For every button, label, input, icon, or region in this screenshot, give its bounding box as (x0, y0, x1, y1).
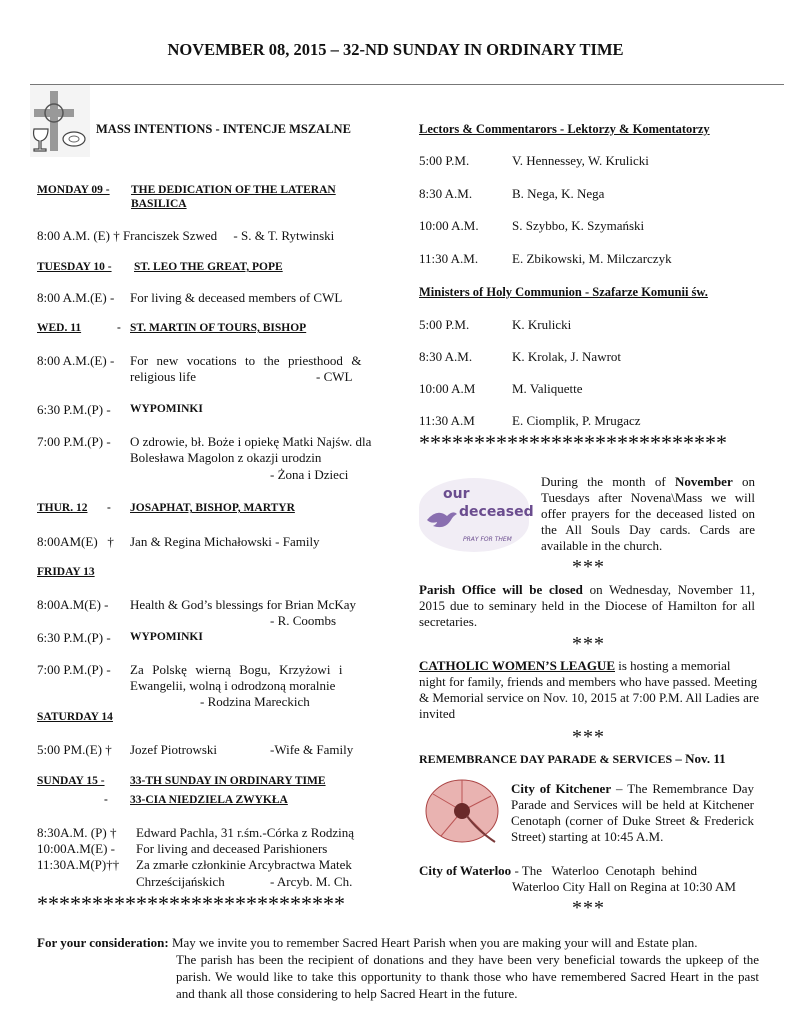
schedule-names: V. Hennessey, W. Krulicki (512, 153, 649, 168)
mass-time: 11:30A.M(P)†† (37, 857, 120, 872)
star-separator: **************************** (419, 430, 727, 455)
schedule-time: 8:30 A.M. (419, 185, 473, 201)
star-separator: **************************** (37, 891, 345, 916)
schedule-names: E. Ciomplik, P. Mrugacz (512, 413, 641, 428)
schedule-time: 5:00 P.M. (419, 153, 470, 168)
mass-requester: - Rodzina Mareckich (200, 694, 310, 709)
waterloo-notice: City of Waterloo - The Waterloo Cenotaph behind (419, 863, 698, 878)
mass-intention: For living and deceased Parishioners (136, 841, 328, 856)
schedule-names: B. Nega, K. Nega (512, 185, 605, 201)
schedule-names: K. Krulicki (512, 317, 572, 332)
mass-time: 8:00AM(E) † (37, 534, 114, 549)
remembrance-heading: REMEMBRANCE DAY PARADE & SERVICES – Nov. 11 (419, 751, 726, 766)
day-label: THUR. 12 (37, 502, 88, 514)
cwl-notice: CATHOLIC WOMEN’S LEAGUE is hosting a memorial night for family, friends and members who have passed. Meeting & Memorial service on Nov. 10, 2015 at 7:00 P.M. All Ladies are invited (419, 658, 759, 721)
day-label: MONDAY 09 - (37, 184, 110, 196)
consideration-paragraph: For your consideration: May we invite you to remember Sacred Heart Parish when you are making your will and Estate plan. The parish has been the recipient of donations and they have been very beneficial towards the upkeep of the parish. We would like to take this opportunity to thank those who have remembered Sacred Heart in the past and thank all those considering to help Sacred Heart in the future. (37, 935, 759, 1001)
mass-intention: religious life (130, 369, 197, 384)
separator: *** (572, 633, 605, 655)
day-dash: - (107, 502, 111, 514)
day-label: FRIDAY 13 (37, 566, 95, 578)
feast-label: ST. LEO THE GREAT, POPE (134, 261, 283, 273)
feast-label: THE DEDICATION OF THE LATERAN (131, 184, 336, 196)
feast-label: JOSAPHAT, BISHOP, MARTYR (130, 502, 295, 514)
schedule-time: 11:30 A.M. (419, 251, 479, 267)
schedule-names: S. Szybbo, K. Szymański (512, 218, 645, 234)
day-label: WED. 11 (37, 322, 82, 334)
schedule-time: 10:00 A.M (419, 381, 476, 396)
mass-intention: Chrześcijańskich (136, 874, 225, 889)
ministers-heading: Ministers of Holy Communion - Szafarze Komunii św. (419, 285, 708, 299)
cross-chalice-icon (30, 85, 90, 157)
feast-label: 33-TH SUNDAY IN ORDINARY TIME (130, 775, 326, 787)
schedule-time: 11:30 A.M (419, 413, 475, 428)
our-deceased-logo: our deceased PRAY FOR THEM (419, 478, 529, 552)
schedule-time: 5:00 P.M. (419, 317, 470, 332)
mass-requester: - CWL (316, 369, 353, 384)
mass-intention: For new vocations to the priesthood & (130, 353, 362, 368)
mass-intention: Za Polskę wierną Bogu, Krzyżowi i (130, 662, 343, 677)
mass-intention: WYPOMINKI (130, 403, 203, 415)
kitchener-notice: City of Kitchener – The Remembrance Day Parade and Services will be held at Kitchener Cenotaph (corner of Duke Street & Frederick Street) starting at 10:45 A.M. (511, 781, 754, 844)
separator: *** (572, 556, 605, 578)
schedule-names: M. Valiquette (512, 381, 583, 396)
page-title: NOVEMBER 08, 2015 – 32-ND SUNDAY IN ORDINARY TIME (167, 40, 624, 59)
separator: *** (572, 897, 605, 919)
waterloo-notice-line2: Waterloo City Hall on Regina at 10:30 AM (512, 879, 736, 894)
mass-time: 8:00A.M(E) - (37, 597, 109, 612)
mass-time: 8:30A.M. (P) † (37, 825, 117, 840)
day-dash: - (104, 794, 108, 806)
mass-intention: For living & deceased members of CWL (130, 290, 343, 305)
schedule-names: E. Zbikowski, M. Milczarczyk (512, 251, 672, 267)
feast-label: ST. MARTIN OF TOURS, BISHOP (130, 322, 307, 334)
mass-time: 10:00A.M(E) - (37, 841, 115, 856)
office-closed-notice: Parish Office will be closed on Wednesday, November 11, 2015 due to seminary held in the Diocese of Hamilton for all secretaries. (419, 582, 756, 629)
mass-intention: Jozef Piotrowski (130, 742, 218, 757)
day-label: SATURDAY 14 (37, 711, 113, 723)
schedule-time: 10:00 A.M. (419, 218, 479, 234)
mass-intention: O zdrowie, bł. Boże i opiekę Matki Najśw. dla (130, 434, 372, 449)
feast-label: 33-CIA NIEDZIELA ZWYKŁA (130, 794, 288, 806)
mass-time: 6:30 P.M.(P) - (37, 630, 111, 645)
separator: *** (572, 726, 605, 748)
mass-intention: Health & God’s blessings for Brian McKay (130, 597, 357, 612)
deceased-prayer-notice: During the month of November on Tuesdays after Novena\Mass we will offer prayers for the deceased listed on the All Souls Day cards. Cards are available in the church. (541, 474, 756, 553)
mass-intention: Edward Pachla, 31 r.śm.-Córka z Rodziną (136, 825, 355, 840)
day-label: SUNDAY 15 - (37, 775, 105, 787)
dove-icon (425, 506, 459, 532)
mass-time: 8:00 A.M.(E) - (37, 290, 115, 305)
mass-intention: Ewangelii, wolną i odrodzoną moralnie (130, 678, 336, 693)
mass-intentions-heading: MASS INTENTIONS - INTENCJE MSZALNE (96, 122, 351, 136)
mass-time: 8:00 A.M.(E) - (37, 353, 115, 368)
mass-entry: 8:00 A.M. (E) † Franciszek Szwed - S. & T. Rytwinski (37, 228, 335, 243)
mass-intention: WYPOMINKI (130, 631, 203, 643)
title-divider (30, 84, 784, 85)
mass-intention: Za zmarłe członkinie Arcybractwa Matek (136, 857, 352, 872)
mass-intention: Bolesława Magolon z okazji urodzin (130, 450, 322, 465)
mass-requester: - Arcyb. M. Ch. (270, 874, 353, 889)
day-label: TUESDAY 10 - (37, 261, 112, 273)
mass-requester: - R. Coombs (270, 613, 337, 628)
feast-label: BASILICA (131, 198, 187, 210)
schedule-time: 8:30 A.M. (419, 349, 473, 364)
mass-time: 7:00 P.M.(P) - (37, 662, 111, 677)
mass-time: 6:30 P.M.(P) - (37, 402, 111, 417)
mass-requester: -Wife & Family (270, 742, 354, 757)
mass-time: 5:00 PM.(E) † (37, 742, 112, 757)
lectors-heading: Lectors & Commentarors - Lektorzy & Komentatorzy (419, 122, 710, 136)
mass-requester: - Żona i Dzieci (270, 467, 349, 482)
mass-time: 7:00 P.M.(P) - (37, 434, 111, 449)
schedule-names: K. Krolak, J. Nawrot (512, 349, 622, 364)
mass-intention: Jan & Regina Michałowski - Family (130, 534, 320, 549)
day-dash: - (117, 322, 121, 334)
poppy-icon (421, 776, 503, 846)
